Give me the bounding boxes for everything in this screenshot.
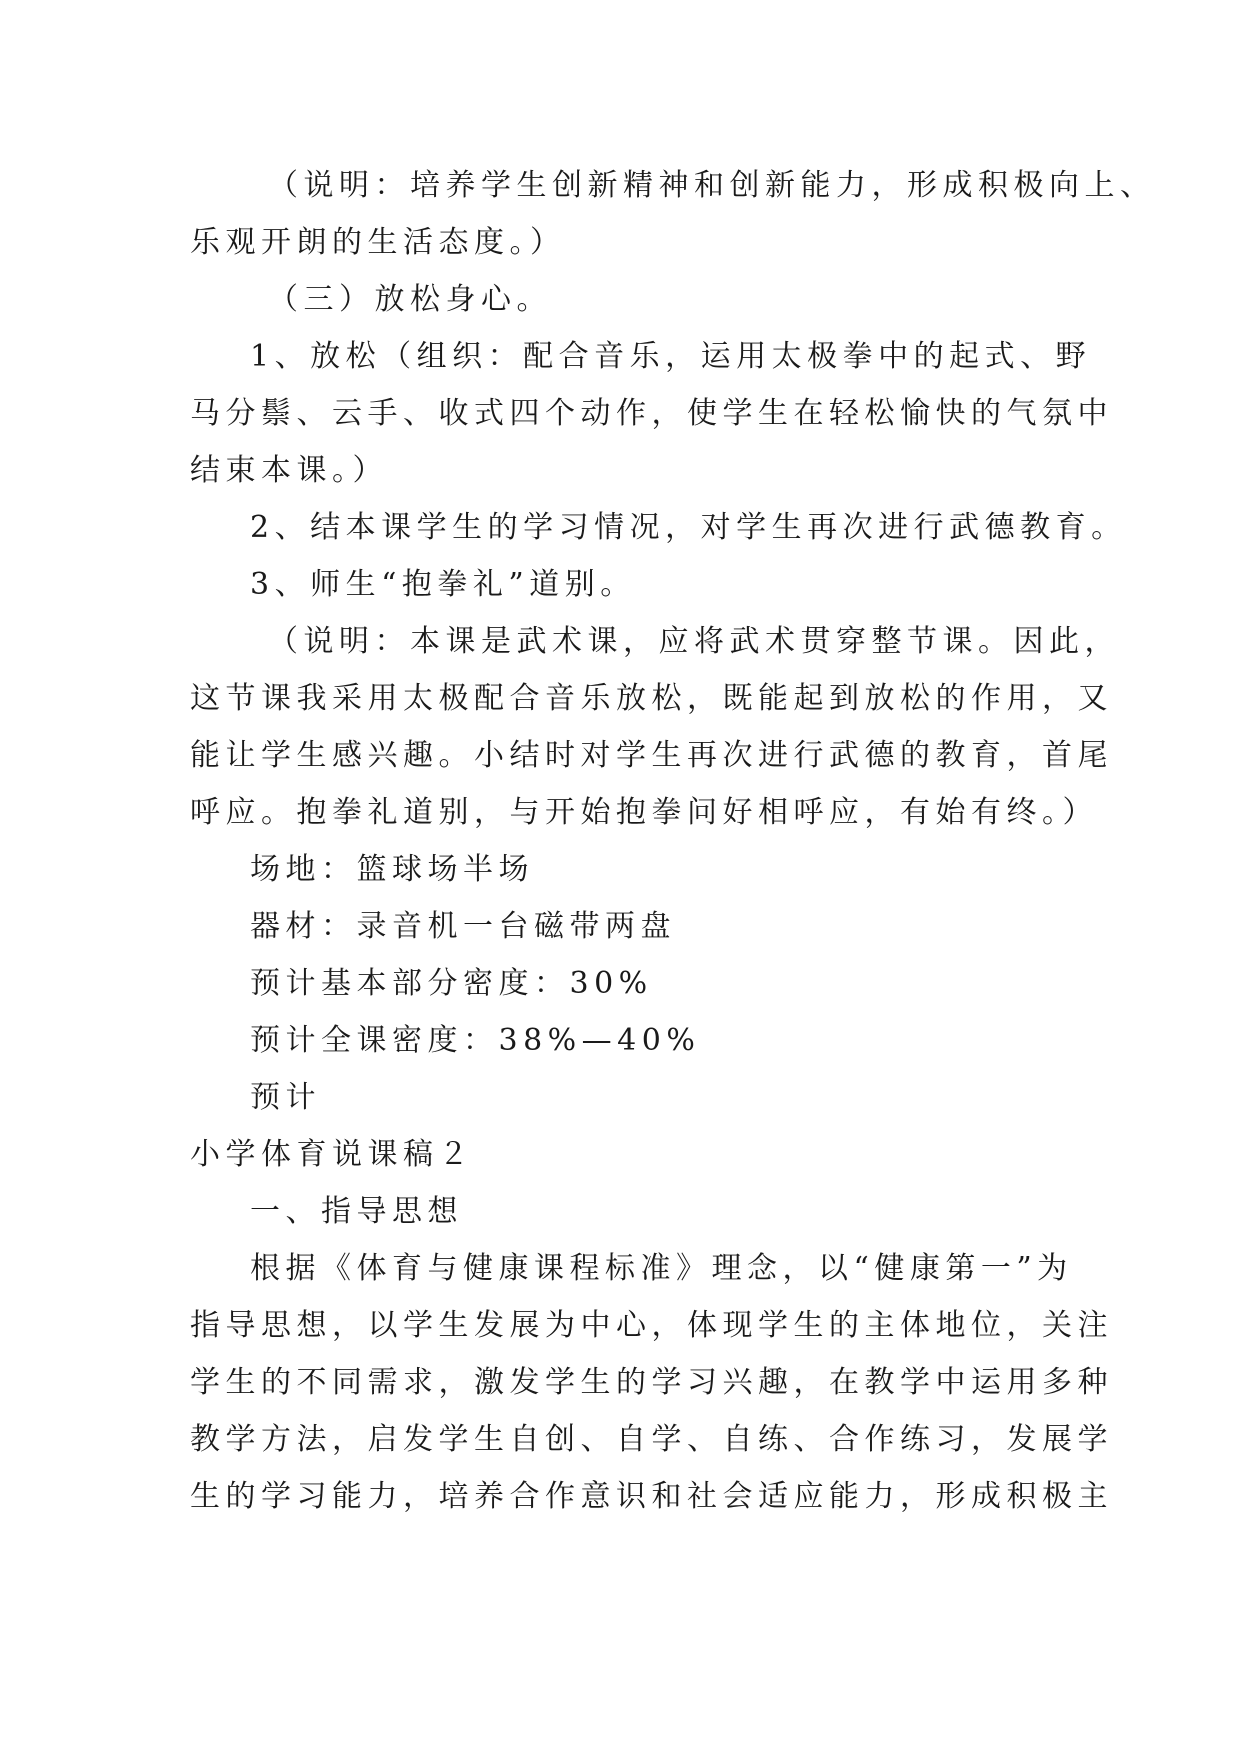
text-line: 生的学习能力，培养合作意识和社会适应能力，形成积极主 — [190, 1479, 1113, 1514]
text-line: 这节课我采用太极配合音乐放松，既能起到放松的作用，又 — [190, 681, 1113, 716]
text-line: 预计基本部分密度：30% — [250, 966, 653, 1001]
text-line: 乐观开朗的生活态度。） — [190, 225, 566, 260]
text-line: 3、师生“抱拳礼”道别。 — [250, 567, 636, 602]
section-heading: 一、指导思想 — [250, 1194, 463, 1229]
text-line: （说明：本课是武术课，应将武术贯穿整节课。因此， — [268, 624, 1120, 659]
text-line: 预计 — [250, 1080, 321, 1115]
text-line: 根据《体育与健康课程标准》理念，以“健康第一”为 — [250, 1251, 1073, 1286]
text-line: （说明：培养学生创新精神和创新能力，形成积极向上、 — [268, 168, 1156, 203]
text-line: 能让学生感兴趣。小结时对学生再次进行武德的教育，首尾 — [190, 738, 1113, 773]
text-line: 预计全课密度：38%—40% — [250, 1023, 701, 1058]
document-title: 小学体育说课稿２ — [190, 1137, 474, 1172]
text-line: 结束本课。） — [190, 453, 388, 488]
text-line: 场地：篮球场半场 — [250, 852, 534, 887]
text-line: 1、放松（组织：配合音乐，运用太极拳中的起式、野 — [250, 339, 1092, 374]
text-line: 教学方法，启发学生自创、自学、自练、合作练习，发展学 — [190, 1422, 1113, 1457]
text-line: 马分鬃、云手、收式四个动作，使学生在轻松愉快的气氛中 — [190, 396, 1113, 431]
section-heading: （三）放松身心。 — [268, 282, 552, 317]
text-line: 学生的不同需求，激发学生的学习兴趣，在教学中运用多种 — [190, 1365, 1113, 1400]
text-line: 呼应。抱拳礼道别，与开始抱拳问好相呼应，有始有终。） — [190, 795, 1098, 830]
text-line: 器材：录音机一台磁带两盘 — [250, 909, 676, 944]
text-line: 2、结本课学生的学习情况，对学生再次进行武德教育。 — [250, 510, 1127, 545]
text-line: 指导思想，以学生发展为中心，体现学生的主体地位，关注 — [190, 1308, 1113, 1343]
